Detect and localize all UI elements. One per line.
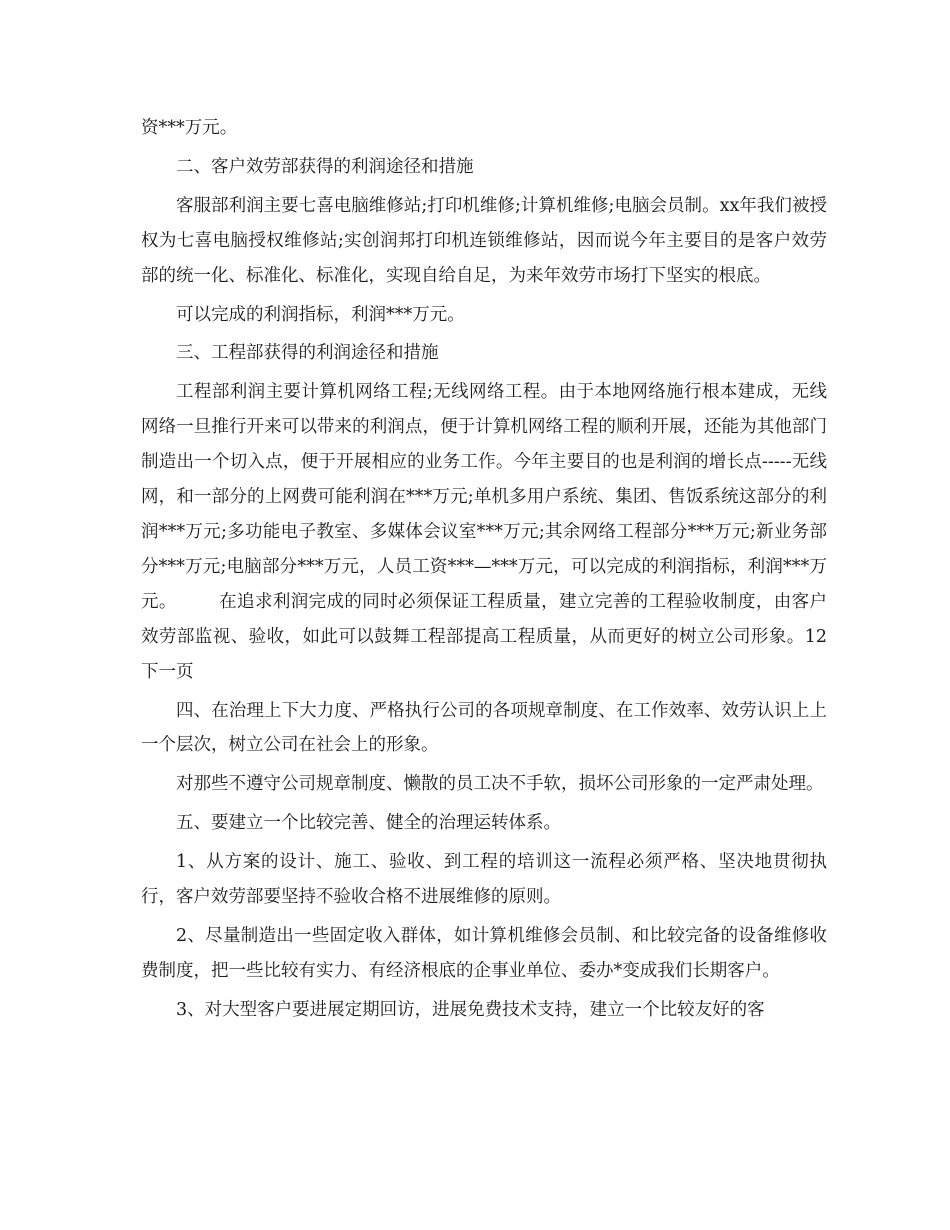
section-heading-2: 二、客户效劳部获得的利润途径和措施 [176, 156, 474, 177]
paragraph: 对那些不遵守公司规章制度、懒散的员工决不手软，损坏公司形象的一定严肃处理。 [176, 774, 824, 795]
paragraph-engineering [141, 375, 827, 689]
paragraph: 可以完成的利润指标，利润***万元。 [176, 304, 465, 325]
document-body [141, 111, 827, 1032]
list-item-1: 1、从方案的设计、施工、验收、到工程的培训这一流程必须严格、坚决地贯彻执行，客户效劳部要坚持不验收合格不进展维修的原则。 [141, 852, 827, 908]
paragraph: 客服部利润主要七喜电脑维修站;打印机维修;计算机维修;电脑会员制。xx年我们被授权为七喜电脑授权维修站;实创润邦打印机连锁维修站，因而说今年主要目的是客户效劳部的统一化、标准化、标准化，实现自给自足，为来年效劳市场打下坚实的根底。 [141, 195, 827, 286]
section-heading-3: 三、工程部获得的利润途径和措施 [176, 343, 439, 364]
section-heading-4: 四、在治理上下大力度、严格执行公司的各项规章制度、在工作效率、效劳认识上上一个层次，树立公司在社会上的形象。 [141, 700, 827, 756]
paragraph-tail: 在追求利润完成的同时必须保证工程质量，建立完善的工程验收制度，由客户效劳部监视、验收，如此可以鼓舞工程部提高工程质量，从而更好的树立公司形象。12下一页 [141, 591, 828, 682]
section-heading-5: 五、要建立一个比较完善、健全的治理运转体系。 [176, 813, 561, 834]
list-item-3: 3、对大型客户要进展定期回访，进展免费技术支持，建立一个比较友好的客 [176, 999, 765, 1020]
paragraph-continuation: 资***万元。 [141, 118, 238, 138]
list-item-2: 2、尽量制造出一些固定收入群体，如计算机维修会员制、和比较完备的设备维修收费制度，把一些比较有实力、有经济根底的企事业单位、委办*变成我们长期客户。 [141, 925, 827, 981]
paragraph-text: 工程部利润主要计算机网络工程;无线网络工程。由于本地网络施行根本建成，无线网络一旦推行开来可以带来的利润点，便于计算机网络工程的顺利开展，还能为其他部门制造出一个切入点，便于开展相应的业务工作。今年主要目的也是利润的增长点-----无线网，和一部分的上网费可能利润在***万元;单机多用户系统、集团、售饭系统这部分的利润***万元;多功能电子教室、多媒体会议室***万元;其余网络工程部分***万元;新业务部分***万元;电脑部分***万元，人员工资***—***万元，可以完成的利润指标，利润***万元。 [141, 382, 827, 612]
